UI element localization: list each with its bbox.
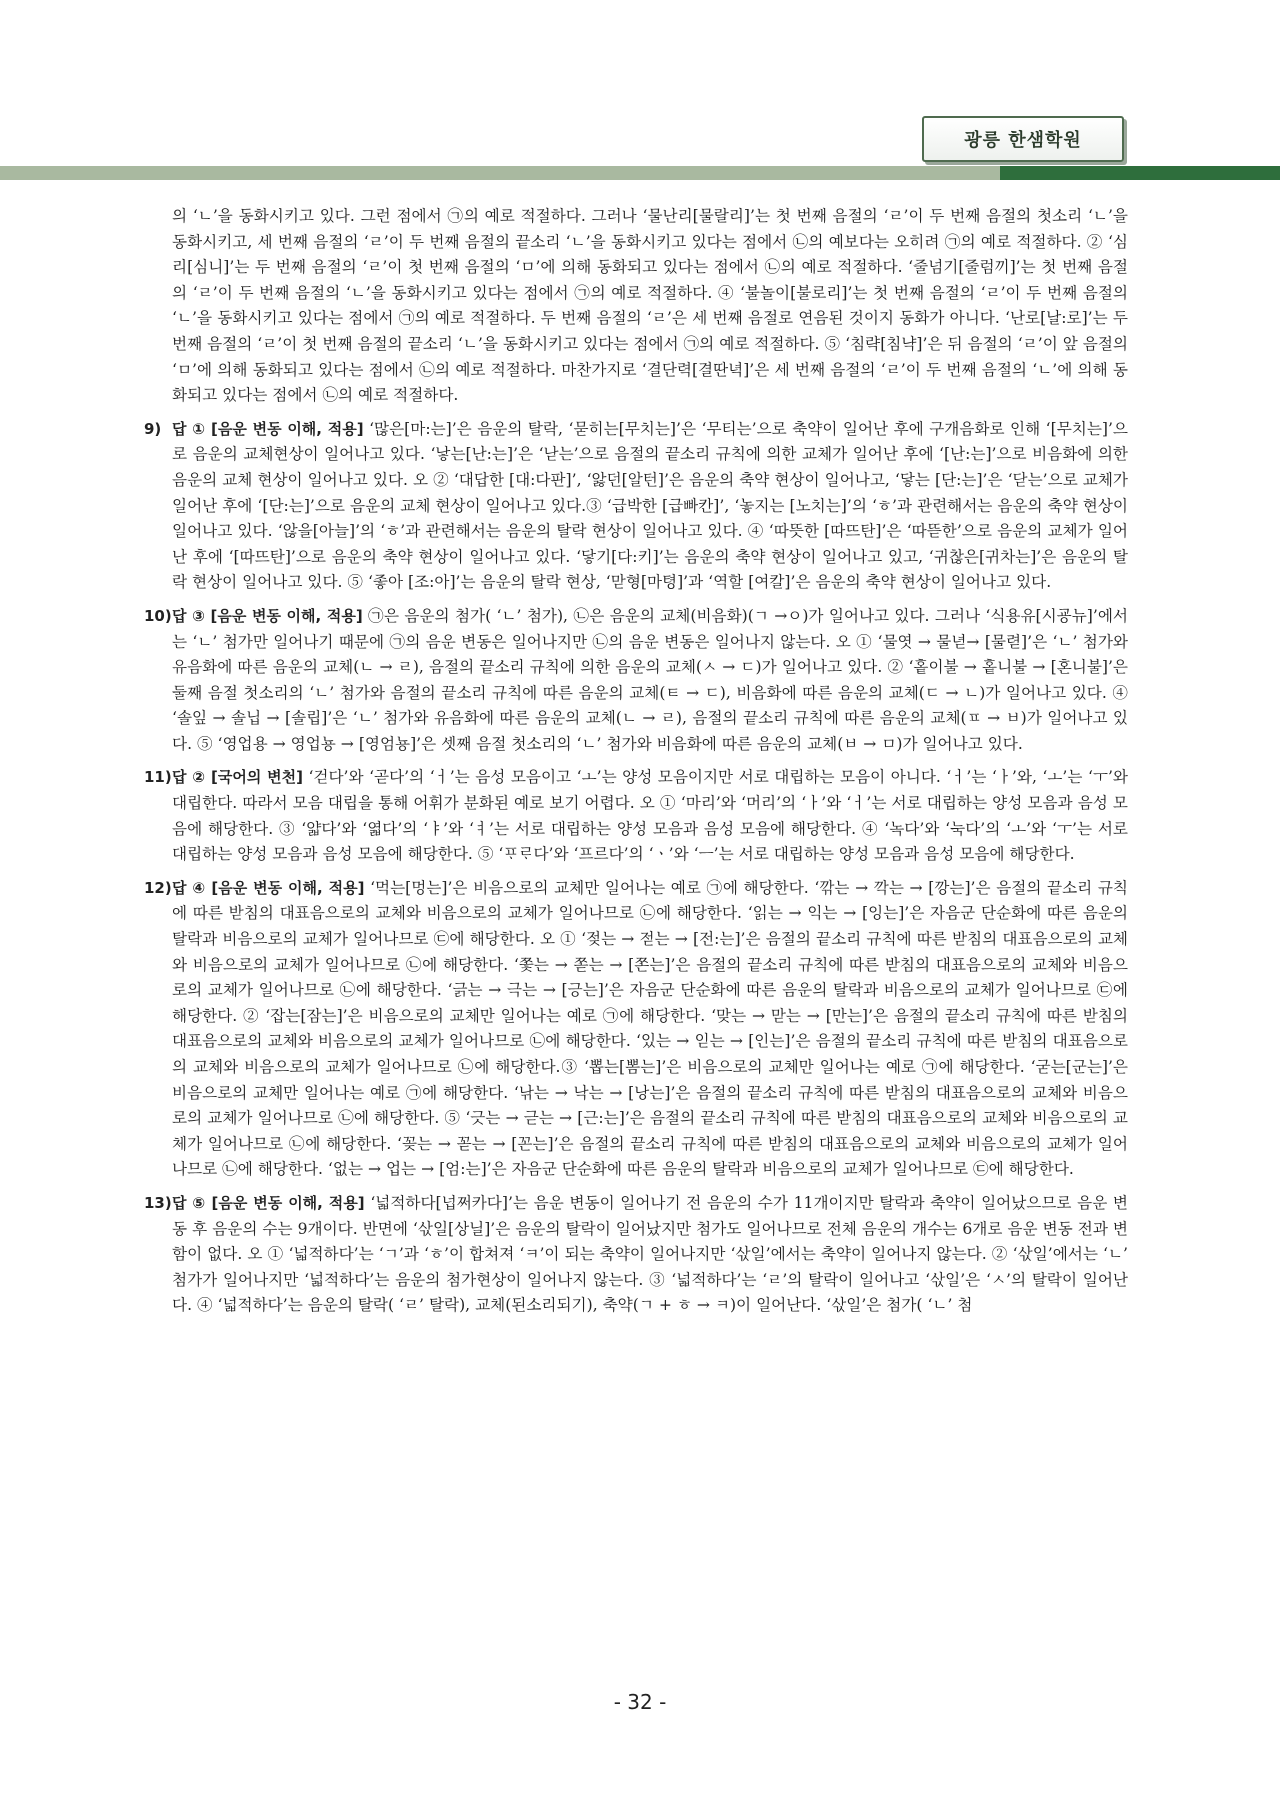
answer-item-10 (144, 604, 1128, 758)
item-topic: [음운 변동 이해, 적용] (211, 1193, 365, 1212)
header-rule-accent (1000, 166, 1280, 180)
item-number: 13) (144, 1193, 172, 1212)
answer-item-12 (144, 876, 1128, 1183)
page-content (144, 204, 1128, 1327)
answer-mark: 답 ② (172, 768, 206, 787)
academy-badge: 광릉 한샘학원 (922, 116, 1124, 162)
answer-item-13 (144, 1191, 1128, 1319)
item-number: 10) (144, 606, 172, 625)
page-number: - 32 - (613, 1690, 667, 1714)
item-text: ‘많은[마:는]’은 음운의 탈락, ‘묻히는[무치는]’은 ‘무티는’으로 축약이 일어난 후에 구개음화로 인해 ‘[무치는]’으로 음운의 교체현상이 일어나고 있다. ‘낳는[난:는]’은 ‘낟는’으로 음절의 끝소리 규칙에 의한 교체가 일어난 후에 ‘[난:는]’으로 비음화에 의한 음운의 교체 현상이 일어나고 있다. 오 ② ‘대답한 [대:다판]’, ‘앓던[알턴]’은 음운의 축약 현상이 일어나고, ‘닿는 [단:는]’은 ‘닫는’으로 교체가 일어난 후에 ‘[단:는]’으로 음운의 교체 현상이 일어나고 있다.③ ‘급박한 [급빠칸]’, ‘놓지는 [노치는]’의 ‘ㅎ’과 관련해서는 음운의 축약 현상이 일어나고 있다. ‘않을[아늘]’의 ‘ㅎ’과 관련해서는 음운의 탈락 현상이 일어나고 있다. ④ ‘따뜻한 [따뜨탄]’은 ‘따뜯한’으로 음운의 교체가 일어난 후에 ‘[따뜨탄]’으로 음운의 축약 현상이 일어나고 있다. ‘닿기[다:키]’는 음운의 축약 현상이 일어나고 있고, ‘귀찮은[귀차는]’은 음운의 탈락 현상이 일어나고 있다. ⑤ ‘좋아 [조:아]’는 음운의 탈락 현상, ‘맏형[마텽]’과 ‘역할 [여칼]’은 음운의 축약 현상이 일어나고 있다. (172, 419, 1128, 592)
answer-mark: 답 ⑤ (172, 1193, 206, 1212)
item-number: 9) (144, 419, 162, 438)
answer-item-11 (144, 765, 1128, 867)
header-rule (0, 166, 1280, 180)
item-topic: [음운 변동 이해, 적용] (211, 878, 365, 897)
answer-mark: 답 ① (172, 419, 206, 438)
item-text: ‘먹는[멍는]’은 비음으로의 교체만 일어나는 예로 ㉠에 해당한다. ‘깎는 → 깍는 → [깡는]’은 음절의 끝소리 규칙에 따른 받침의 대표음으로의 교체와 비음으로의 교체가 일어나므로 ㉡에 해당한다. ‘읽는 → 익는 → [잉는]’은 자음군 단순화에 따른 음운의 탈락과 비음으로의 교체가 일어나므로 ㉢에 해당한다. 오 ① ‘젖는 → 젇는 → [전:는]’은 음절의 끝소리 규칙에 따른 받침의 대표음으로의 교체와 비음으로의 교체가 일어나므로 ㉡에 해당한다. ‘쫓는 → 쫃는 → [쫀는]’은 음절의 끝소리 규칙에 따른 받침의 대표음으로의 교체와 비음으로의 교체가 일어나므로 ㉡에 해당한다. ‘긁는 → 극는 → [긍는]’은 자음군 단순화에 따른 음운의 탈락과 비음으로의 교체가 일어나므로 ㉢에 해당한다. ② ‘잡는[잠는]’은 비음으로의 교체만 일어나는 예로 ㉠에 해당한다. ‘맞는 → 맏는 → [만는]’은 음절의 끝소리 규칙에 따른 받침의 대표음으로의 교체와 비음으로의 교체가 일어나므로 ㉡에 해당한다. ‘있는 → 읻는 → [인는]’은 음절의 끝소리 규칙에 따른 받침의 대표음으로의 교체와 비음으로의 교체가 일어나므로 ㉡에 해당한다.③ ‘뽑는[뽐는]’은 비음으로의 교체만 일어나는 예로 ㉠에 해당한다. ‘굳는[군는]’은 비음으로의 교체만 일어나는 예로 ㉠에 해당한다. ‘낚는 → 낙는 → [낭는]’은 음절의 끝소리 규칙에 따른 받침의 대표음으로의 교체와 비음으로의 교체가 일어나므로 ㉡에 해당한다. ⑤ ‘긋는 → 귿는 → [근:는]’은 음절의 끝소리 규칙에 따른 받침의 대표음으로의 교체와 비음으로의 교체가 일어나므로 ㉡에 해당한다. ‘꽂는 → 꼳는 → [꼰는]’은 음절의 끝소리 규칙에 따른 받침의 대표음으로의 교체와 비음으로의 교체가 일어나므로 ㉡에 해당한다. ‘없는 → 업는 → [엄:는]’은 자음군 단순화에 따른 음운의 탈락과 비음으로의 교체가 일어나므로 ㉢에 해당한다. (172, 878, 1128, 1179)
answer-mark: 답 ③ (172, 606, 206, 625)
item-topic: [음운 변동 이해, 적용] (210, 606, 363, 625)
item-text: ㉠은 음운의 첨가( ‘ㄴ’ 첨가), ㉡은 음운의 교체(비음화)(ㄱ →ㅇ)가 일어나고 있다. 그러나 ‘식용유[시굥뉴]’에서는 ‘ㄴ’ 첨가만 일어나기 때문에 ㉠의 음운 변동은 일어나지만 ㉡의 음운 변동은 일어나지 않는다. 오 ① ‘물엿 → 물녇→ [물렫]’은 ‘ㄴ’ 첨가와 유음화에 따른 음운의 교체(ㄴ → ㄹ), 음절의 끝소리 규칙에 의한 음운의 교체(ㅅ → ㄷ)가 일어나고 있다. ② ‘홑이불 → 홑니불 → [혼니불]’은 둘째 음절 첫소리의 ‘ㄴ’ 첨가와 음절의 끝소리 규칙에 따른 음운의 교체(ㅌ → ㄷ), 비음화에 따른 음운의 교체(ㄷ → ㄴ)가 일어나고 있다. ④ ‘솔잎 → 솔닙 → [솔립]’은 ‘ㄴ’ 첨가와 유음화에 따른 음운의 교체(ㄴ → ㄹ), 음절의 끝소리 규칙에 따른 음운의 교체(ㅍ → ㅂ)가 일어나고 있다. ⑤ ‘영업용 → 영업뇽 → [영엄뇽]’은 셋째 음절 첫소리의 ‘ㄴ’ 첨가와 비음화에 따른 음운의 교체(ㅂ → ㅁ)가 일어나고 있다. (172, 606, 1128, 753)
intro-paragraph: 의 ‘ㄴ’을 동화시키고 있다. 그런 점에서 ㉠의 예로 적절하다. 그러나 ‘물난리[물랄리]’는 첫 번째 음절의 ‘ㄹ’이 두 번째 음절의 첫소리 ‘ㄴ’을 동화시키고, 세 번째 음절의 ‘ㄹ’이 두 번째 음절의 끝소리 ‘ㄴ’을 동화시키고 있다는 점에서 ㉡의 예보다는 오히려 ㉠의 예로 적절하다. ② ‘심리[심니]’는 두 번째 음절의 ‘ㄹ’이 첫 번째 음절의 ‘ㅁ’에 의해 동화되고 있다는 점에서 ㉡의 예로 적절하다. ‘줄넘기[줄럼끼]’는 첫 번째 음절의 ‘ㄹ’이 두 번째 음절의 ‘ㄴ’을 동화시키고 있다는 점에서 ㉠의 예로 적절하다. ④ ‘불놀이[불로리]’는 첫 번째 음절의 ‘ㄹ’이 두 번째 음절의 ‘ㄴ’을 동화시키고 있다는 점에서 ㉠의 예로 적절하다. 두 번째 음절의 ‘ㄹ’은 세 번째 음절로 연음된 것이지 동화가 아니다. ‘난로[날:로]’는 두 번째 음절의 ‘ㄹ’이 첫 번째 음절의 끝소리 ‘ㄴ’을 동화시키고 있다는 점에서 ㉠의 예로 적절하다. ⑤ ‘침략[침냑]’은 뒤 음절의 ‘ㄹ’이 앞 음절의 ‘ㅁ’에 의해 동화되고 있다는 점에서 ㉡의 예로 적절하다. 마찬가지로 ‘결단력[결딴녁]’은 세 번째 음절의 ‘ㄹ’이 두 번째 음절의 ‘ㄴ’에 의해 동화되고 있다는 점에서 ㉡의 예로 적절하다. (172, 207, 1128, 405)
item-text: ‘넓적하다[넙쩌카다]’는 음운 변동이 일어나기 전 음운의 수가 11개이지만 탈락과 축약이 일어났으므로 음운 변동 후 음운의 수는 9개이다. 반면에 ‘삯일[상닐]’은 음운의 탈락이 일어났지만 첨가도 일어나므로 전체 음운의 개수는 6개로 음운 변동 전과 변함이 없다. 오 ① ‘넓적하다’는 ‘ㄱ’과 ‘ㅎ’이 합쳐져 ‘ㅋ’이 되는 축약이 일어나지만 ‘삯일’에서는 축약이 일어나지 않는다. ② ‘삯일’에서는 ‘ㄴ’ 첨가가 일어나지만 ‘넓적하다’는 음운의 첨가현상이 일어나지 않는다. ③ ‘넓적하다’는 ‘ㄹ’의 탈락이 일어나고 ‘삯일’은 ‘ㅅ’의 탈락이 일어난다. ④ ‘넓적하다’는 음운의 탈락( ‘ㄹ’ 탈락), 교체(된소리되기), 축약(ㄱ + ㅎ → ㅋ)이 일어난다. ‘삯일’은 첨가( ‘ㄴ’ 첨 (172, 1193, 1128, 1315)
answer-mark: 답 ④ (172, 878, 206, 897)
answer-item-9 (144, 417, 1128, 596)
item-topic: [국어의 변천] (211, 768, 303, 787)
item-text: ‘걷다’와 ‘곧다’의 ‘ㅓ’는 음성 모음이고 ‘ㅗ’는 양성 모음이지만 서로 대립하는 모음이 아니다. ‘ㅓ’는 ‘ㅏ’와, ‘ㅗ’는 ‘ㅜ’와 대립한다. 따라서 모음 대립을 통해 어휘가 분화된 예로 보기 어렵다. 오 ① ‘마리’와 ‘머리’의 ‘ㅏ’와 ‘ㅓ’는 서로 대립하는 양성 모음과 음성 모음에 해당한다. ③ ‘얇다’와 ‘엷다’의 ‘ㅑ’와 ‘ㅕ’는 서로 대립하는 양성 모음과 음성 모음에 해당한다. ④ ‘녹다’와 ‘눅다’의 ‘ㅗ’와 ‘ㅜ’는 서로 대립하는 양성 모음과 음성 모음에 해당한다. ⑤ ‘ᄑᆞᄅᆞ다’와 ‘프르다’의 ‘ㆍ’와 ‘ㅡ’는 서로 대립하는 양성 모음과 음성 모음에 해당한다. (172, 768, 1128, 864)
item-number: 12) (144, 878, 172, 897)
item-topic: [음운 변동 이해, 적용] (210, 419, 364, 438)
item-number: 11) (144, 768, 172, 787)
